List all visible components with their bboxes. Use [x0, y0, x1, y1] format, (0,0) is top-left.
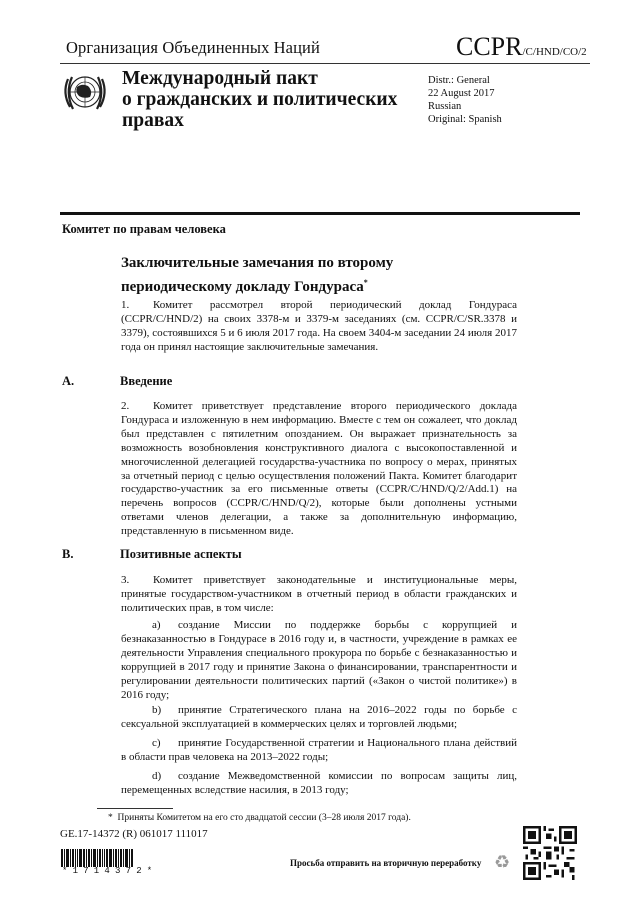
subitem-label: c): [152, 737, 161, 749]
header-thick-rule: [60, 212, 580, 215]
subitem-text: принятие Государственной стратегии и Национального плана действий в области прав человека на 2013–2022 годы;: [121, 737, 517, 763]
paragraph-number: 2.: [121, 400, 130, 412]
footnote-ref[interactable]: *: [363, 278, 368, 287]
doc-title-line: Заключительные замечания по второму: [121, 255, 394, 271]
paragraph-number: 3.: [121, 574, 130, 586]
distribution-block: [428, 74, 502, 126]
section-heading-b: [62, 547, 242, 562]
covenant-title: [122, 68, 397, 131]
original-language-line: Original: Spanish: [428, 114, 502, 125]
footnote-mark: *: [108, 813, 113, 823]
paragraph-1: [121, 299, 517, 355]
paragraph-text: Комитет приветствует представление второго периодического доклада Гондураса и изложенную в нем информацию. Вместе с тем он сожалеет, что доклад был представлен с пятилетним опозданием. Он выражает признательность за возможность возобновления конструктивного диалога с высокопоставленной и многочисленной делегацией государства-участника по вопросу о мерах, принятых за отчетный период с целью осуществления положений Пакта. Комитет благодарит государство-участник за его письменные ответы (CCPR/C/HND/Q/2/Add.1) на перечень вопросов (CCPR/C/HND/Q/2), которые были дополнены устными ответами членов делегации, а также за дополнительную информацию, представленную в письменном виде.: [121, 400, 517, 538]
section-letter: A.: [62, 374, 75, 388]
paragraph-text: Комитет приветствует законодательные и институциональные меры, принятые государством-участником в отчетный период в области гражданских и политических прав, в том числе:: [121, 574, 517, 614]
subitem-c: [121, 737, 517, 765]
symbol-main: CCPR: [456, 32, 523, 61]
paragraph-number: 1.: [121, 299, 130, 311]
distribution-line: Distr.: General: [428, 75, 490, 86]
date-line: 22 August 2017: [428, 88, 495, 99]
symbol-suffix: /C/HND/CO/2: [522, 46, 587, 58]
document-title: [121, 254, 393, 297]
subitem-b: [121, 704, 517, 732]
paragraph-3: [121, 574, 517, 616]
subitem-text: принятие Стратегического плана на 2016–2022 годы по борьбе с сексуальной эксплуатацией в коммерческих целях и торговлей людьми;: [121, 704, 517, 730]
subitem-label: d): [152, 770, 162, 782]
footnote-separator: [97, 808, 173, 809]
subitem-a: [121, 619, 517, 702]
committee-name: Комитет по правам человека: [62, 222, 226, 236]
organization-name: Организация Объединенных Наций: [66, 38, 320, 57]
job-number: GE.17-14372 (R) 061017 111017: [60, 828, 208, 840]
barcode-icon: [61, 849, 151, 867]
title-line: о гражданских и политических: [122, 89, 398, 110]
subitem-label: a): [152, 619, 161, 631]
document-symbol: [456, 32, 587, 62]
section-title: Введение: [120, 374, 173, 388]
paragraph-2: [121, 400, 517, 539]
section-letter: B.: [62, 547, 74, 561]
subitem-d: [121, 770, 517, 798]
recycle-text: Просьба отправить на вторичную переработку: [290, 858, 482, 868]
subitem-text: создание Межведомственной комиссии по вопросам защиты лиц, перемещенных вследствие насилия, в 2013 году;: [121, 770, 517, 796]
doc-title-line: периодическому докладу Гондураса: [121, 279, 364, 295]
subitem-text: создание Миссии по поддержке борьбы с коррупцией и безнаказанностью в Гондурасе в 2016 году и, в частности, учреждение в рамках ее деятельности Управления специального прокурора по борьбе с безнаказанностью и коррупцией в 2017 году и принятие Закона о финансировании, транспарентности и регулировании деятельности политических партий («Закон о чистой политике») в 2016 году;: [121, 619, 517, 701]
section-heading-a: [62, 374, 172, 389]
subitem-label: b): [152, 704, 162, 716]
footnote-text: Приняты Комитетом на его сто двадцатой сессии (3–28 июля 2017 года).: [117, 813, 411, 823]
paragraph-text: Комитет рассмотрел второй периодический доклад Гондураса (CCPR/C/HND/2) на своих 3378-м и 3379-м заседаниях (см. CCPR/C/SR.3378 и 3379), состоявшихся 5 и 6 июля 2017 года. На своем 3404-м заседании 24 июля 2017 года он принял настоящие заключительные замечания.: [121, 299, 517, 353]
language-line: Russian: [428, 101, 462, 112]
footnote: [108, 813, 411, 823]
barcode-number: *1714372*: [62, 866, 158, 876]
title-line: правах: [122, 110, 184, 131]
recycle-icon: ♻: [494, 852, 511, 872]
un-emblem-icon: [60, 69, 110, 115]
header-rule: [60, 63, 590, 64]
section-title: Позитивные аспекты: [120, 547, 242, 561]
title-line: Международный пакт: [122, 68, 318, 89]
qr-code-icon: [523, 826, 577, 880]
